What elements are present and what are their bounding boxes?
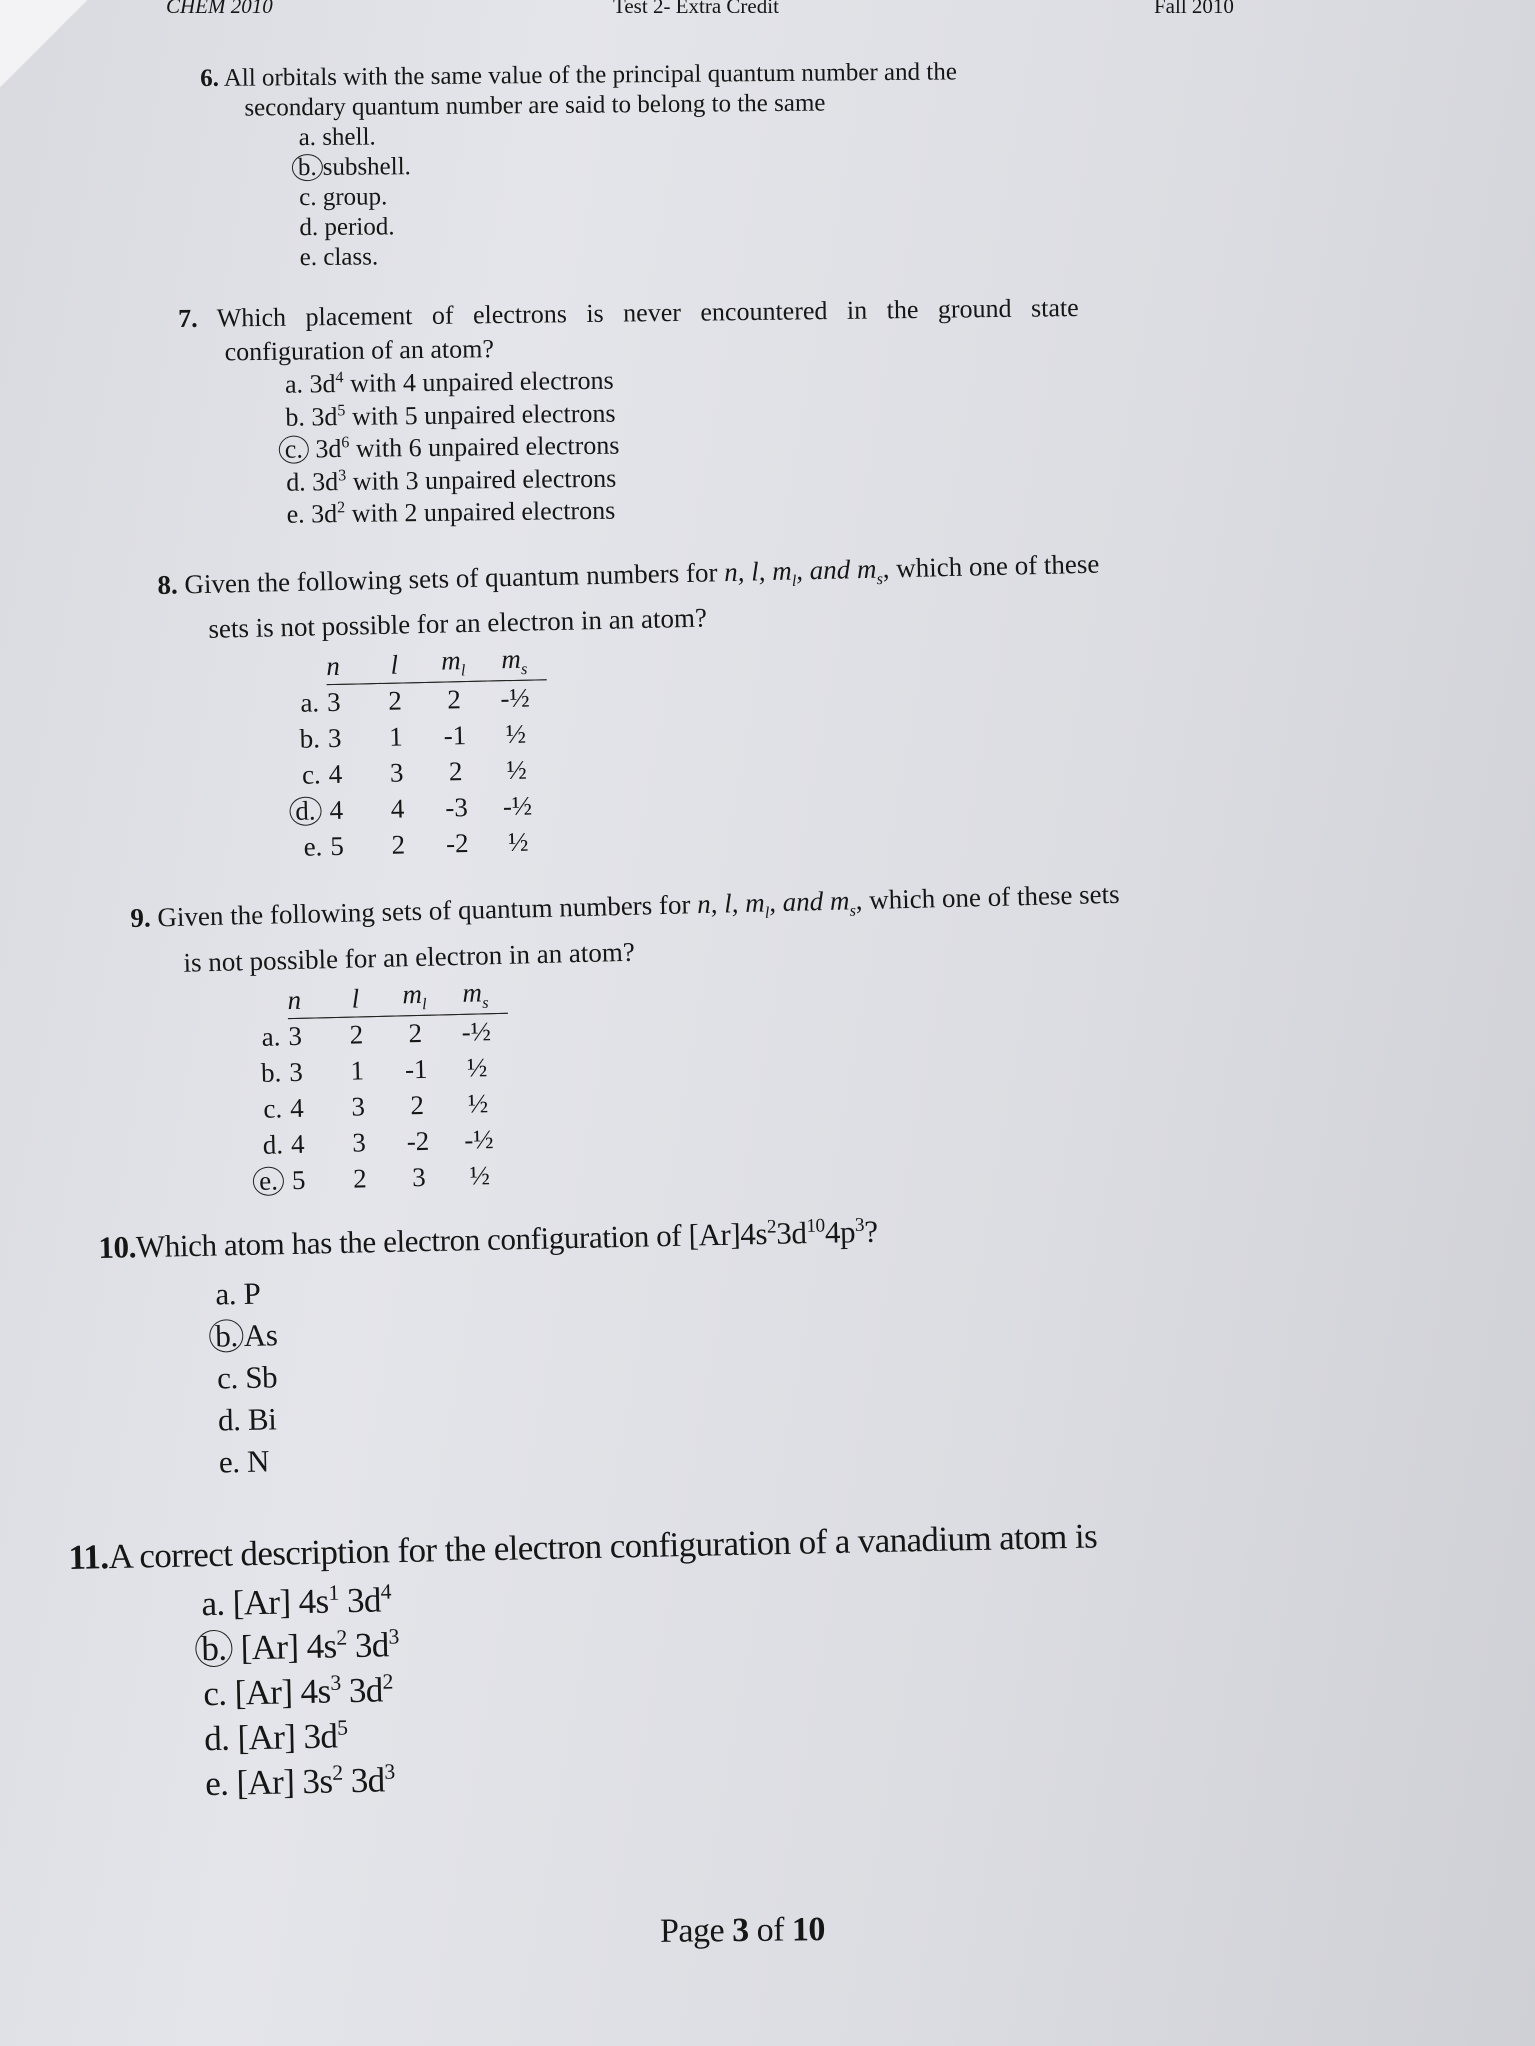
- option-letter: d.: [299, 213, 319, 242]
- question-9: 9. Given the following sets of quantum numbers for n, l, $m_l$, and $m_s$, which one of these sets is not possible for an electron in an atom? n l $m_l$ $m_s$ a. 3 2 2 -½ b. 3 1 -1 ½ c. 4 3 2 ½ d. 4 3 -2 -½ e. 5 2 3 ½: [130, 876, 1127, 1203]
- row-letter: [259, 793, 330, 831]
- question-7: [178, 291, 1081, 532]
- row-letter: [221, 1163, 292, 1201]
- option-letter: e.: [299, 243, 318, 272]
- question-8: 8. Given the following sets of quantum numbers for n, l, $m_l$, and $m_s$, which one of these sets is not possible for an electron in an atom? n l $m_l$ $m_s$ a. 3 2 2 -½ b. 3 1 -1 ½ c. 4 3 2 ½ d. 4 4 -3 -½ e. 5 2 -2 ½: [157, 547, 1106, 869]
- table-row[interactable]: [221, 1158, 512, 1201]
- cell-ms: ½: [466, 1052, 488, 1084]
- cell-n: 4: [329, 795, 344, 826]
- option-e[interactable]: [300, 237, 959, 273]
- row-letter: e.: [303, 831, 323, 863]
- cell-ms: ½: [507, 826, 529, 858]
- exponent: 3: [330, 1670, 341, 1695]
- cell-n: 5: [291, 1165, 306, 1196]
- options-list: [201, 1562, 1102, 1806]
- sub-l: l: [764, 903, 770, 922]
- option-text: with 3 unpaired electrons: [352, 463, 617, 496]
- col-ml: $m_l$: [385, 979, 444, 1016]
- cell-ms: ½: [506, 754, 528, 786]
- config-core: [Ar] 4s: [240, 1626, 337, 1668]
- options-list: [299, 117, 959, 273]
- orbital: 3d: [315, 434, 342, 464]
- exponent: 5: [336, 1715, 348, 1740]
- cell-l: 1: [388, 721, 403, 753]
- exponent: 6: [341, 434, 350, 452]
- page-footer: [660, 1911, 825, 1951]
- option-letter: d.: [217, 1402, 241, 1438]
- question-text-post: , which one of these sets: [855, 878, 1120, 916]
- col-ms: $m_s$: [443, 977, 508, 1014]
- cell-ml: -2: [445, 828, 469, 859]
- row-letter: c.: [301, 759, 322, 791]
- cell-l: 3: [389, 757, 404, 789]
- cell-n: 3: [288, 1057, 304, 1088]
- question-number: 7.: [178, 303, 198, 333]
- var-list: n, l, m: [723, 555, 792, 588]
- question-text-pre: Given the following sets of quantum numbers for: [157, 889, 691, 933]
- question-text-line1: All orbitals with the same value of the principal quantum number and the: [223, 58, 957, 92]
- sub-l: l: [791, 571, 797, 590]
- cell-l: 3: [351, 1127, 367, 1158]
- option-text: shell.: [322, 123, 376, 151]
- row-letter: c.: [263, 1093, 283, 1125]
- table-row[interactable]: [260, 824, 551, 867]
- option-letter: e.: [204, 1763, 229, 1804]
- option-text: As: [243, 1317, 278, 1353]
- config-core: [Ar] 4s: [234, 1671, 331, 1713]
- option-letter: e.: [286, 499, 305, 529]
- col-n: n: [287, 982, 326, 1019]
- cell-ms: ½: [469, 1160, 491, 1192]
- question-number: 11.: [68, 1537, 109, 1577]
- question-number: 6.: [200, 64, 219, 92]
- option-letter: a.: [215, 1276, 237, 1312]
- config-core: [Ar] 3s: [236, 1761, 333, 1803]
- answer-circle: b.: [195, 1630, 233, 1668]
- cell-l: 2: [387, 685, 403, 717]
- cell-l: 2: [352, 1163, 367, 1194]
- exponent: 2: [336, 499, 346, 517]
- header-course: CHEM 2010: [166, 0, 273, 18]
- page-fold-corner: [0, 0, 90, 90]
- sub-l: l: [421, 995, 427, 1014]
- question-text-line1: Which placement of electrons is never encountered in the ground state: [216, 292, 1079, 333]
- row-letter: a.: [300, 687, 320, 718]
- option-text: group.: [322, 183, 388, 211]
- config-mid: 3d: [342, 1760, 385, 1801]
- question-number: 10.: [98, 1229, 137, 1265]
- cell-l: 2: [349, 1019, 364, 1050]
- option-text: period.: [324, 213, 395, 241]
- option-letter: a.: [201, 1583, 225, 1624]
- cell-l: 2: [391, 829, 406, 861]
- cell-l: 3: [351, 1091, 366, 1122]
- cell-l: 4: [390, 793, 405, 825]
- orbital: 3d: [312, 466, 339, 496]
- config-core: [Ar] 4s: [232, 1581, 329, 1623]
- cell-ms: -½: [502, 790, 533, 822]
- cell-n: 4: [290, 1129, 305, 1160]
- answer-circle: e.: [253, 1167, 284, 1197]
- cell-ms: ½: [505, 718, 527, 750]
- exponent: 1: [328, 1580, 339, 1605]
- row-letter: d.: [262, 1129, 284, 1161]
- option-letter: e.: [218, 1444, 241, 1480]
- header-title: Test 2- Extra Credit: [613, 0, 779, 18]
- option-letter: c.: [202, 1673, 227, 1714]
- config-mid: 3d: [346, 1625, 390, 1666]
- question-text: Which atom has the electron configuration of [Ar]4s: [135, 1215, 768, 1265]
- question-text-line2: sets is not possible for an electron in an atom?: [208, 602, 708, 645]
- col-ml: $m_l$: [424, 645, 483, 682]
- question-number: 8.: [157, 569, 178, 600]
- cell-ml: 2: [446, 684, 462, 715]
- cell-ms: -½: [463, 1124, 494, 1156]
- cell-n: 5: [330, 831, 345, 862]
- exponent: 4: [335, 369, 344, 387]
- col-l: l: [325, 980, 386, 1017]
- question-text-pre: Given the following sets of quantum numbers for: [184, 557, 718, 600]
- cell-ml: 2: [448, 756, 463, 787]
- option-letter: a.: [298, 123, 317, 152]
- orbital: 3d: [311, 401, 338, 431]
- cell-ml: 2: [408, 1018, 423, 1049]
- exponent: 5: [337, 401, 346, 419]
- question-6: [200, 57, 959, 274]
- cell-n: 3: [327, 723, 342, 754]
- option-text: with 6 unpaired electrons: [355, 430, 620, 463]
- cell-ml: -2: [406, 1126, 430, 1157]
- sub-s: s: [849, 901, 857, 920]
- option-text: with 4 unpaired electrons: [349, 365, 614, 398]
- option-text: Sb: [244, 1359, 278, 1395]
- config-mid: 3d: [340, 1670, 384, 1711]
- cell-n: 3: [326, 687, 341, 718]
- exponent: 3: [388, 1624, 400, 1649]
- question-text-line2: configuration of an atom?: [224, 334, 495, 367]
- header-term: Fall 2010: [1154, 0, 1234, 18]
- col-l: l: [364, 646, 425, 683]
- answer-circle: d.: [289, 797, 322, 827]
- cell-ml: 2: [409, 1090, 425, 1121]
- footer-page-number: 3: [731, 1911, 749, 1950]
- option-text: subshell.: [322, 153, 411, 181]
- quantum-number-table: [256, 644, 551, 867]
- answer-circle: b.: [292, 154, 323, 181]
- question-number: 9.: [130, 902, 152, 933]
- cell-ml: 3: [411, 1162, 426, 1193]
- sub-s: s: [520, 660, 528, 679]
- question-11: [68, 1514, 1102, 1808]
- option-text: with 2 unpaired electrons: [351, 495, 616, 528]
- row-letter: b.: [260, 1057, 282, 1089]
- options-list: [285, 359, 1082, 531]
- question-10: 10.Which atom has the electron configuration of $[Ar]4s^23d^{10}4p^3$? a. P b. As c. Sb d. Bi e. N: [98, 1212, 883, 1486]
- cell-ms: ½: [467, 1088, 489, 1120]
- question-text-line2: secondary quantum number are said to belong to the same: [244, 89, 826, 122]
- sub-s: s: [482, 994, 489, 1013]
- question-text-line2: is not possible for an electron in an atom?: [183, 937, 636, 979]
- question-text-post: , which one of these: [882, 548, 1100, 584]
- cell-ml: -3: [444, 792, 469, 823]
- cell-ml: -1: [404, 1054, 428, 1085]
- cell-ml: -1: [443, 720, 467, 751]
- answer-circle: b.: [209, 1319, 244, 1353]
- option-text: with 5 unpaired electrons: [351, 398, 616, 431]
- option-text: P: [243, 1275, 261, 1311]
- exponent: 2: [382, 1669, 393, 1694]
- config-mid: 3d: [338, 1580, 382, 1621]
- cell-n: 4: [289, 1093, 305, 1124]
- var-and: and m: [782, 885, 850, 918]
- quantum-number-table: [217, 977, 512, 1200]
- options-list: [215, 1260, 883, 1484]
- cell-l: 1: [350, 1055, 365, 1086]
- exponent: 3: [338, 466, 347, 484]
- var-list: n, l, m: [696, 887, 766, 920]
- option-text: class.: [323, 243, 379, 271]
- exponent: 3: [384, 1759, 395, 1784]
- col-ms: $m_s$: [482, 644, 547, 681]
- exponent: 4: [380, 1579, 392, 1604]
- option-letter: c.: [299, 183, 317, 212]
- sub-l: l: [460, 661, 466, 680]
- orbital: 3d: [309, 369, 336, 399]
- cell-ms: -½: [461, 1016, 492, 1048]
- cell-n: 3: [288, 1021, 303, 1052]
- footer-of-word: of: [756, 1911, 785, 1949]
- option-text: N: [246, 1443, 270, 1479]
- option-text: Bi: [247, 1401, 277, 1437]
- option-letter: c.: [216, 1360, 239, 1396]
- var-and: and m: [809, 553, 877, 586]
- option-letter: d.: [286, 466, 306, 497]
- exponent: 2: [331, 1760, 343, 1785]
- orbital: 3d: [310, 499, 338, 529]
- row-letter: a.: [261, 1021, 281, 1052]
- sub-s: s: [876, 569, 884, 589]
- option-letter: a.: [284, 369, 304, 399]
- exponent: 2: [336, 1625, 347, 1650]
- cell-ms: -½: [500, 682, 531, 714]
- answer-circle: c.: [279, 435, 309, 463]
- config-core: [Ar] 3d: [237, 1716, 338, 1758]
- row-letter: b.: [299, 723, 321, 755]
- question-text: A correct description for the electron configuration of a vanadium atom is: [108, 1516, 1098, 1577]
- footer-page-word: Page: [659, 1912, 725, 1950]
- col-n: n: [326, 648, 365, 685]
- footer-total-pages: 10: [791, 1911, 826, 1949]
- cell-n: 4: [328, 759, 343, 790]
- option-letter: d.: [203, 1718, 230, 1759]
- option-letter: b.: [285, 401, 306, 432]
